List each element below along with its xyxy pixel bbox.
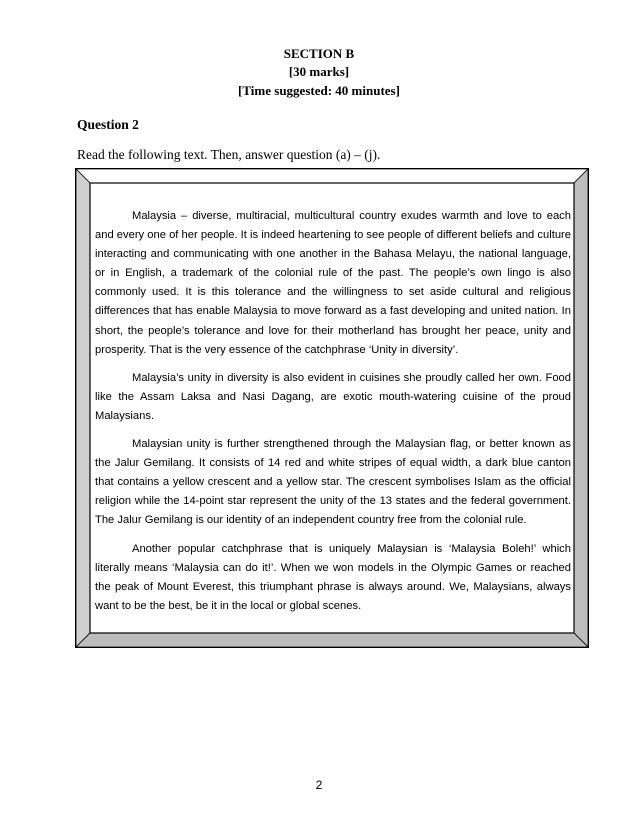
- section-heading: SECTION B: [283, 46, 355, 61]
- instruction-text: Read the following text. Then, answer question (a) – (j).: [77, 147, 381, 162]
- time-suggested-label: [Time suggested: 40 minutes]: [238, 83, 400, 98]
- passage-paragraph: Malaysia – diverse, multiracial, multicultural country exudes warmth and love to each and every one of her people. It is indeed heartening to see people of different beliefs and culture interacting and communicating with one another in the Bahasa Melayu, the national language, or in English, a trademark of the colonial rule of the past. The people’s own lingo is also commonly used. It is this tolerance and the willingness to set aside cultural and religious differences that has enable Malaysia to move forward as a fast developing and united nation. In short, the people’s tolerance and love for their motherland has brought her peace, unity and prosperity. That is the very essence of the catchphrase ‘Unity in diversity’.: [95, 210, 571, 356]
- question-title: Question 2: [77, 117, 139, 132]
- marks-label: [30 marks]: [288, 64, 350, 79]
- passage-paragraph: Malaysian unity is further strengthened through the Malaysian flag, or better known as the Jalur Gemilang. It consists of 14 red and white stripes of equal width, a dark blue canton that contains a yellow crescent and a yellow star. The crescent symbolises Islam as the official religion while the 14-point star represent the unity of the 13 states and the federal government. The Jalur Gemilang is our identity of an independent country free from the colonial rule.: [95, 438, 571, 527]
- reading-passage: [95, 207, 571, 625]
- page-number: 2: [315, 778, 323, 792]
- passage-paragraph: Malaysia’s unity in diversity is also evident in cuisines she proudly called her own. Food like the Assam Laksa and Nasi Dagang, are exotic mouth-watering cuisine of the proud Malaysians.: [95, 371, 571, 422]
- passage-paragraph: Another popular catchphrase that is uniquely Malaysian is ‘Malaysia Boleh!’ which literally means ‘Malaysia can do it!’. When we won models in the Olympic Games or reached the peak of Mount Everest, this triumphant phrase is always around. We, Malaysians, always want to be the best, be it in the local or global scenes.: [95, 542, 571, 612]
